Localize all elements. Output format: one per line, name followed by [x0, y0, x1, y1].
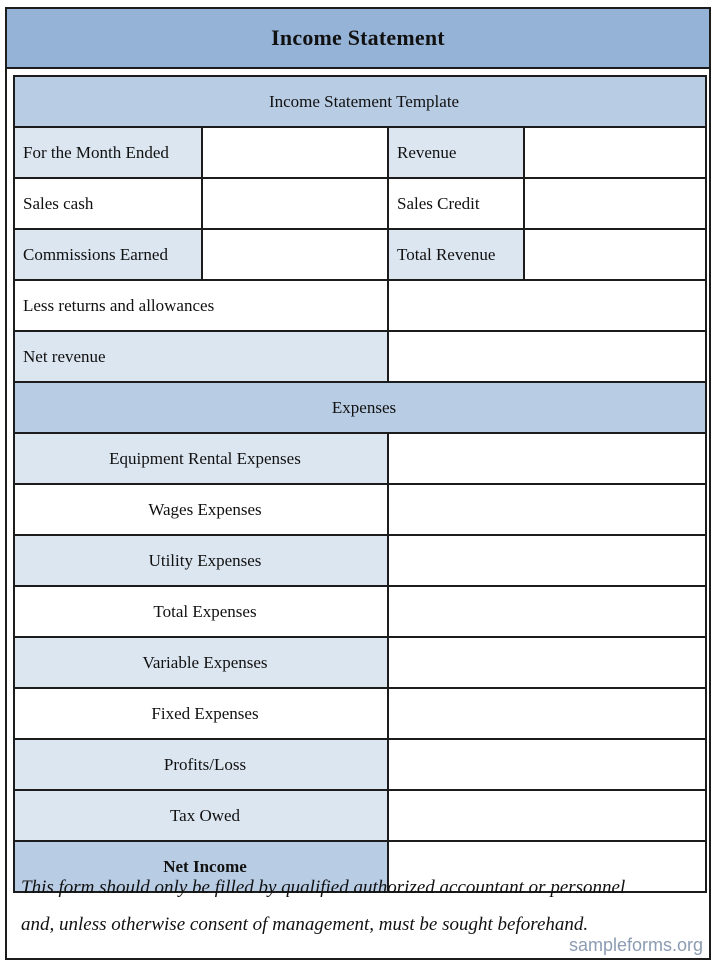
footer-note-line1: This form should only be filled by qualified authorized accountant or personnel [21, 877, 626, 898]
expenses-section-header: Expenses [14, 382, 706, 433]
label-revenue: Revenue [388, 127, 524, 178]
label-utility-expenses: Utility Expenses [14, 535, 388, 586]
form-title-bar [7, 9, 709, 69]
input-less-returns-and-allowances[interactable] [388, 280, 706, 331]
form-page [5, 7, 711, 960]
income-statement-table [13, 75, 707, 893]
table-row [14, 790, 706, 841]
label-commissions-earned: Commissions Earned [14, 229, 202, 280]
label-net-revenue: Net revenue [14, 331, 388, 382]
input-net-revenue[interactable] [388, 331, 706, 382]
input-for-the-month-ended[interactable] [202, 127, 388, 178]
input-sales-cash[interactable] [202, 178, 388, 229]
label-fixed-expenses: Fixed Expenses [14, 688, 388, 739]
table-row [14, 280, 706, 331]
table-row [14, 178, 706, 229]
label-for-the-month-ended: For the Month Ended [14, 127, 202, 178]
expenses-header-row [14, 382, 706, 433]
label-sales-credit: Sales Credit [388, 178, 524, 229]
input-variable-expenses[interactable] [388, 637, 706, 688]
table-row [14, 535, 706, 586]
table-subtitle: Income Statement Template [14, 76, 706, 127]
input-commissions-earned[interactable] [202, 229, 388, 280]
table-row [14, 433, 706, 484]
page-title: Income Statement [271, 25, 445, 50]
table-row [14, 739, 706, 790]
table-row [14, 484, 706, 535]
input-profits-loss[interactable] [388, 739, 706, 790]
input-wages-expenses[interactable] [388, 484, 706, 535]
label-wages-expenses: Wages Expenses [14, 484, 388, 535]
table-subtitle-row [14, 76, 706, 127]
input-total-expenses[interactable] [388, 586, 706, 637]
input-sales-credit[interactable] [524, 178, 706, 229]
table-row [14, 688, 706, 739]
input-equipment-rental-expenses[interactable] [388, 433, 706, 484]
label-tax-owed: Tax Owed [14, 790, 388, 841]
label-profits-loss: Profits/Loss [14, 739, 388, 790]
footer-note-line2: and, unless otherwise consent of management, must be sought beforehand. [21, 914, 589, 935]
watermark-sampleforms: sampleforms.org [568, 935, 703, 955]
table-row [14, 586, 706, 637]
label-sales-cash: Sales cash [14, 178, 202, 229]
label-total-revenue: Total Revenue [388, 229, 524, 280]
footer-note [21, 869, 697, 943]
label-variable-expenses: Variable Expenses [14, 637, 388, 688]
input-revenue[interactable] [524, 127, 706, 178]
label-net-income: Net Income [14, 841, 388, 892]
input-utility-expenses[interactable] [388, 535, 706, 586]
label-equipment-rental-expenses: Equipment Rental Expenses [14, 433, 388, 484]
table-row [14, 229, 706, 280]
input-tax-owed[interactable] [388, 790, 706, 841]
table-row [14, 331, 706, 382]
label-total-expenses: Total Expenses [14, 586, 388, 637]
input-total-revenue[interactable] [524, 229, 706, 280]
input-fixed-expenses[interactable] [388, 688, 706, 739]
label-less-returns-and-allowances: Less returns and allowances [14, 280, 388, 331]
table-row [14, 637, 706, 688]
table-row [14, 127, 706, 178]
